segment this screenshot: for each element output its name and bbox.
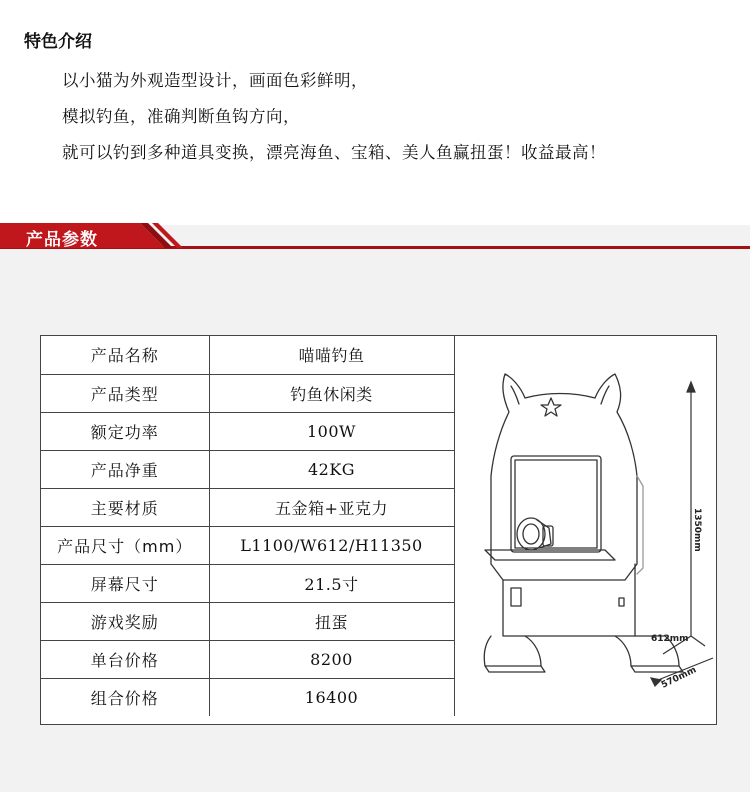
features-section: [0, 0, 750, 225]
spec-key: 产品净重: [41, 450, 209, 488]
spec-value: 喵喵钓鱼: [209, 336, 454, 374]
table-row: [41, 640, 454, 678]
feature-line-3: 就可以钓到多种道具变换，漂亮海鱼、宝箱、美人鱼赢扭蛋！收益最高！: [62, 143, 606, 162]
base: [484, 636, 541, 666]
spec-key: 屏幕尺寸: [41, 564, 209, 602]
table-row: [41, 564, 454, 602]
spec-key: 额定功率: [41, 412, 209, 450]
width-label: 612mm: [651, 634, 689, 644]
spec-value: 扭蛋: [209, 602, 454, 640]
feature-line-1: 以小猫为外观造型设计，画面色彩鲜明，: [62, 71, 368, 90]
spec-key: 单台价格: [41, 640, 209, 678]
features-title: 特色介绍: [24, 32, 92, 52]
table-row: [41, 526, 454, 564]
spec-table: [41, 336, 455, 716]
machine-diagram: [455, 336, 716, 724]
spec-value: 21.5寸: [209, 564, 454, 602]
star-icon: [541, 398, 561, 416]
spec-key: 游戏奖励: [41, 602, 209, 640]
spec-key: 产品名称: [41, 336, 209, 374]
spec-value: 钓鱼休闲类: [209, 374, 454, 412]
table-row: [41, 336, 454, 374]
feature-line-2: 模拟钓鱼，准确判断鱼钩方向，: [62, 107, 300, 126]
spec-value: 16400: [209, 678, 454, 716]
spec-key: 产品类型: [41, 374, 209, 412]
spec-panel: [40, 335, 717, 725]
cabinet-outline: [491, 374, 637, 580]
table-row: [41, 450, 454, 488]
table-row: [41, 488, 454, 526]
table-row: [41, 374, 454, 412]
spec-value: 100W: [209, 412, 454, 450]
spec-value: 五金箱+亚克力: [209, 488, 454, 526]
table-row: [41, 678, 454, 716]
spec-value: 42KG: [209, 450, 454, 488]
spec-key: 组合价格: [41, 678, 209, 716]
banner-title: 产品参数: [26, 230, 98, 250]
spec-value: L1100/W612/H11350: [209, 526, 454, 564]
screen: [511, 456, 601, 552]
spec-key: 主要材质: [41, 488, 209, 526]
table-row: [41, 412, 454, 450]
depth-label: 570mm: [659, 665, 699, 691]
height-label: 1350mm: [692, 508, 702, 552]
table-row: [41, 602, 454, 640]
spec-key: 产品尺寸（mm）: [41, 526, 209, 564]
lower-cabinet: [503, 564, 635, 636]
spec-value: 8200: [209, 640, 454, 678]
